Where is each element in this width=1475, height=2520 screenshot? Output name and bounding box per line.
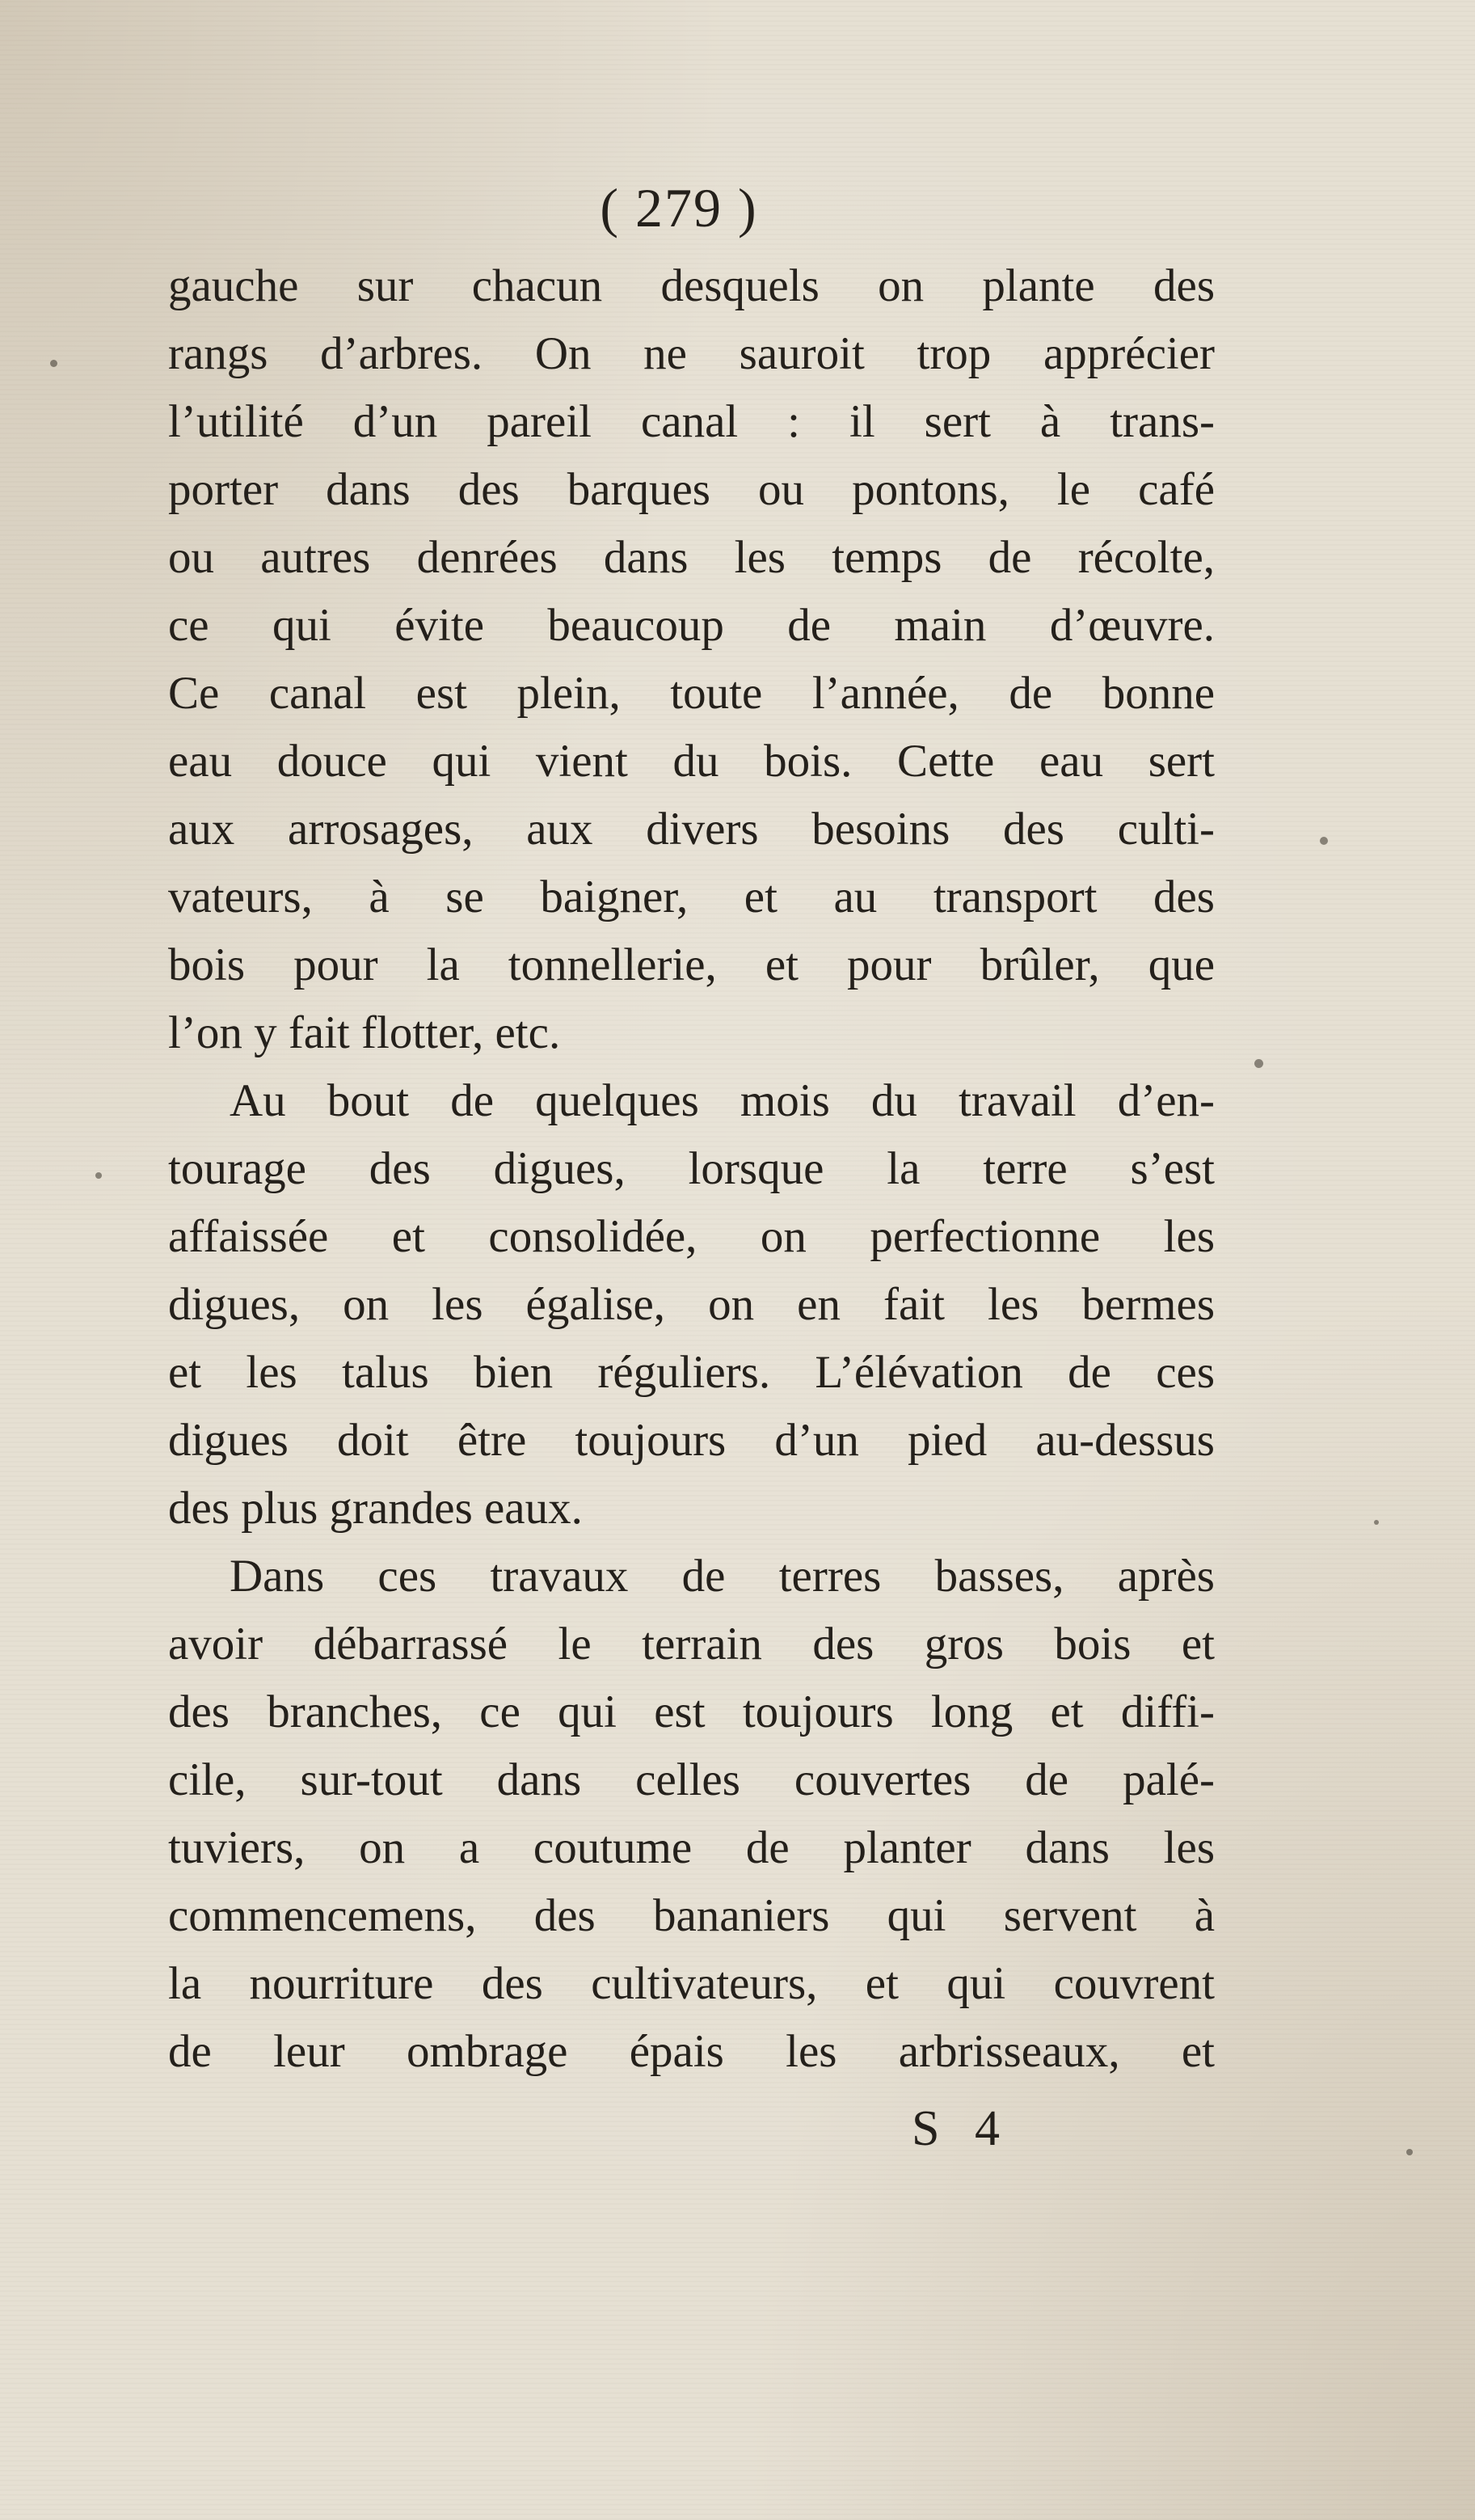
text-line: bois pour la tonnellerie, et pour brûler, que — [168, 939, 1215, 990]
text-line: tuviers, on a coutume de planter dans les — [168, 1822, 1215, 1873]
text-line: des plus grandes eaux. — [168, 1483, 583, 1534]
text-line: l’on y fait flotter, etc. — [168, 1007, 561, 1058]
signature-mark: S 4 — [912, 2101, 1011, 2156]
text-line: digues doit être toujours d’un pied au-dessus — [168, 1415, 1215, 1466]
body-text — [168, 252, 1215, 2086]
text-line: tourage des digues, lorsque la terre s’est — [168, 1143, 1215, 1194]
paragraph-3 — [168, 1543, 1215, 2086]
text-line: Dans ces travaux de terres basses, après — [230, 1551, 1215, 1602]
paper-speck — [1320, 837, 1328, 845]
paper-speck — [50, 360, 57, 367]
text-line: rangs d’arbres. On ne sauroit trop apprécier — [168, 328, 1215, 379]
text-line: cile, sur-tout dans celles couvertes de palé- — [168, 1754, 1215, 1805]
paragraph-2 — [168, 1067, 1215, 1543]
paragraph-1 — [168, 252, 1215, 1067]
text-line: eau douce qui vient du bois. Cette eau sert — [168, 736, 1215, 787]
text-line: des branches, ce qui est toujours long et diffi- — [168, 1686, 1215, 1737]
text-line: ce qui évite beaucoup de main d’œuvre. — [168, 600, 1215, 651]
text-line: et les talus bien réguliers. L’élévation de ces — [168, 1347, 1215, 1398]
text-line: affaissée et consolidée, on perfectionne les — [168, 1211, 1215, 1262]
text-line: la nourriture des cultivateurs, et qui couvrent — [168, 1958, 1215, 2009]
text-line: Au bout de quelques mois du travail d’en- — [230, 1075, 1215, 1126]
text-line: Ce canal est plein, toute l’année, de bonne — [168, 668, 1215, 719]
text-line: porter dans des barques ou pontons, le café — [168, 464, 1215, 515]
text-line: vateurs, à se baigner, et au transport des — [168, 872, 1215, 922]
text-line: aux arrosages, aux divers besoins des culti- — [168, 804, 1215, 855]
paper-speck — [1406, 2149, 1413, 2155]
paper-speck — [95, 1172, 102, 1179]
paper-speck — [1374, 1520, 1379, 1525]
text-line: avoir débarrassé le terrain des gros bois et — [168, 1619, 1215, 1669]
text-line: gauche sur chacun desquels on plante des — [168, 260, 1215, 311]
paper-speck — [1254, 1059, 1263, 1068]
page-number: ( 279 ) — [600, 177, 758, 238]
text-line: commencemens, des bananiers qui servent à — [168, 1890, 1215, 1941]
text-line: de leur ombrage épais les arbrisseaux, et — [168, 2026, 1215, 2077]
text-line: ou autres denrées dans les temps de récolte, — [168, 532, 1215, 583]
text-line: l’utilité d’un pareil canal : il sert à trans- — [168, 396, 1215, 447]
text-line: digues, on les égalise, on en fait les bermes — [168, 1279, 1215, 1330]
